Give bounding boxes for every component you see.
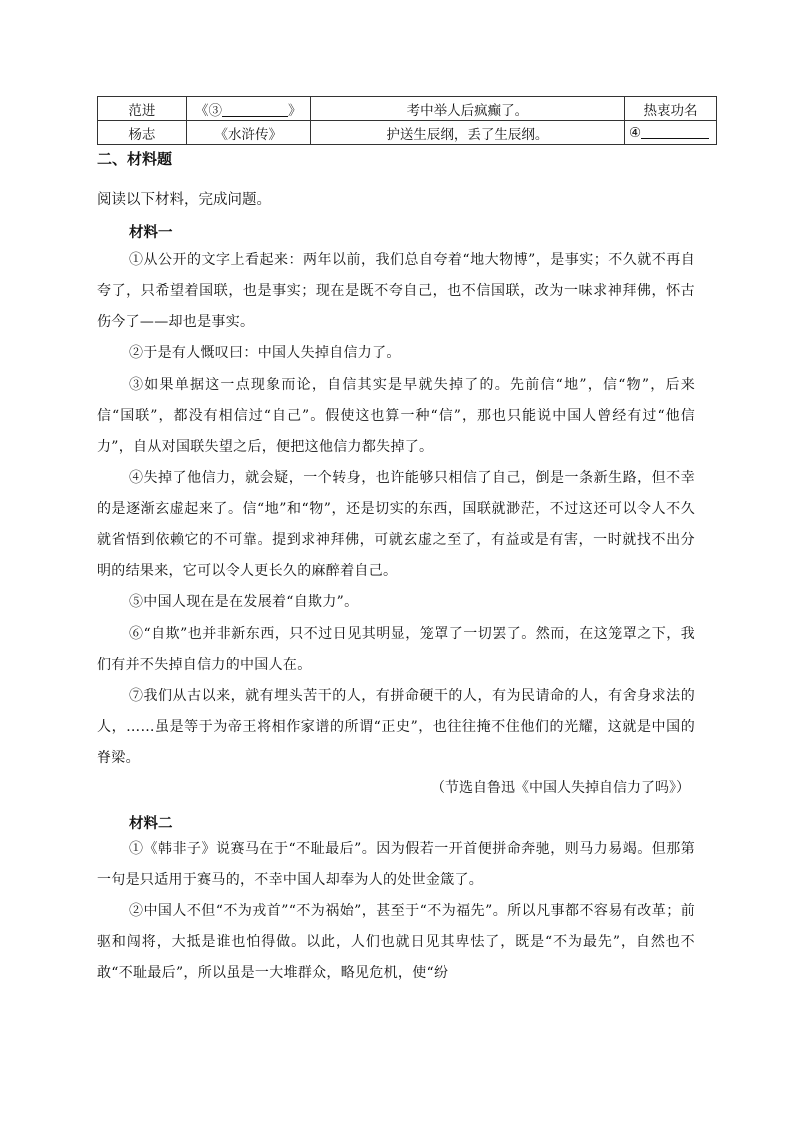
instruction-text: 阅读以下材料，完成问题。 [97, 192, 271, 208]
book-cell: 《水浒传》 [186, 121, 310, 145]
material-1-paragraph-6: ⑥“自欺”也并非新东西，只不过日见其明显，笼罩了一切罢了。然而，在这笼罩之下，我们有并不失掉自信力的中国人在。 [97, 626, 695, 673]
event-cell: 护送生辰纲，丢了生辰纲。 [310, 121, 624, 145]
material-1-paragraph-7: ⑦我们从古以来，就有埋头苦干的人，有拼命硬干的人，有为民请命的人，有舍身求法的人，……虽是等于为帝王将相作家谱的所谓“正史”，也往往掩不住他们的光耀，这就是中国的脊梁。 [97, 688, 695, 766]
trait-cell [624, 121, 716, 145]
answer-blank-4[interactable] [641, 124, 709, 139]
book-prefix: 《③ [194, 102, 222, 119]
event-cell: 考中举人后疯癫了。 [310, 97, 624, 121]
material-2-heading: 材料二 [129, 816, 173, 832]
material-2-paragraph-2: ②中国人不但“不为戎首”“不为祸始”，甚至于“不为福先”。所以凡事都不容易有改革；前驱和闯将，大抵是谁也怕得做。以此，人们也就日见其卑怯了，既是“不为最先”，自然也不敢“不耻最后”，所以虽是一大堆群众，略见危机，使“纷 [97, 903, 695, 981]
material-1-paragraph-1: ①从公开的文字上看起来：两年以前，我们总自夸着“地大物博”，是事实；不久就不再自夸了，只希望着国联，也是事实；现在是既不夸自己，也不信国联，改为一味求神拜佛，怀古伤今了——却也是事实。 [97, 252, 695, 330]
trait-prefix: ④ [628, 125, 642, 141]
book-cell [186, 97, 310, 121]
material-1-paragraph-4: ④失掉了他信力，就会疑，一个转身，也许能够只相信了自己，倒是一条新生路，但不幸的是逐渐玄虚起来了。信“地”和“物”，还是切实的东西，国联就渺茫，不过这还可以令人不久就省悟到依赖它的不可靠。提到求神拜佛，可就玄虚之至了，有益或是有害，一时就找不出分明的结果来，它可以令人更长久的麻醉着自己。 [97, 470, 695, 579]
answer-blank-3[interactable] [222, 102, 288, 117]
material-2-paragraph-1: ①《韩非子》说赛马在于“不耻最后”。因为假若一开首便拼命奔驰，则马力易竭。但那第一句是只适用于赛马的，不幸中国人却奉为人的处世金箴了。 [97, 841, 695, 888]
character-table [97, 96, 717, 145]
material-1-paragraph-2: ②于是有人慨叹曰：中国人失掉自信力了。 [129, 345, 401, 361]
table-row [98, 97, 717, 121]
book-suffix: 》 [287, 102, 302, 119]
material-1-paragraph-3: ③如果单据这一点现象而论，自信其实是早就失掉了的。先前信“地”，信“物”，后来信“国联”，都没有相信过“自己”。假使这也算一种“信”，那也只能说中国人曾经有过“他信力”，自从对国联失望之后，便把这他信力都失掉了。 [97, 377, 695, 455]
table-row [98, 121, 717, 145]
trait-cell: 热衷功名 [624, 97, 716, 121]
material-1-paragraph-5: ⑤中国人现在是在发展着“自欺力”。 [129, 594, 359, 610]
character-name-cell: 范进 [98, 97, 187, 121]
material-1-source: （节选自鲁迅《中国人失掉自信力了吗》） [431, 780, 690, 796]
material-1-heading: 材料一 [129, 225, 173, 241]
section-title: 二、材料题 [97, 150, 173, 168]
character-name-cell: 杨志 [98, 121, 187, 145]
